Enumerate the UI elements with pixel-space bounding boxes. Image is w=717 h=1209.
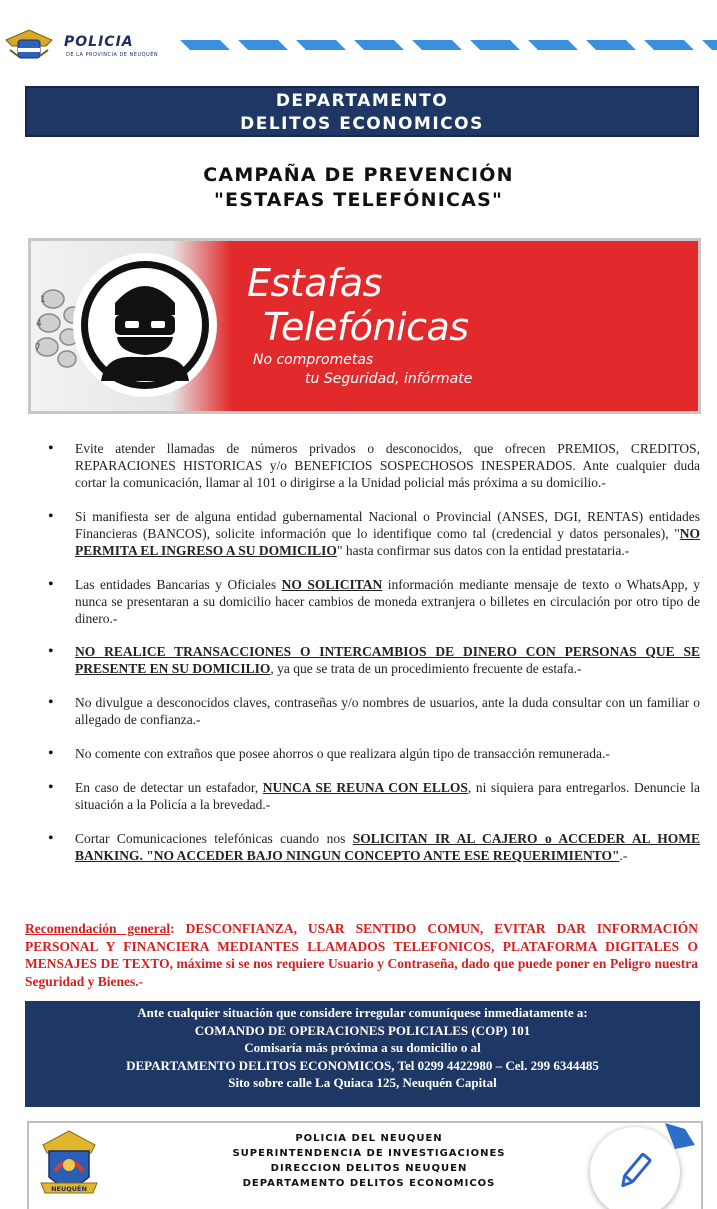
police-subtitle: DE LA PROVINCIA DE NEUQUÉN <box>66 52 159 58</box>
badge-label: NEUQUÉN <box>51 1185 87 1193</box>
bullet-emphasis: NO SOLICITAN <box>281 577 383 592</box>
masked-thief-icon <box>31 241 241 411</box>
campaign-line1: CAMPAÑA DE PREVENCIÓN <box>203 164 514 186</box>
pencil-edit-icon <box>618 1151 652 1191</box>
header-stripes <box>180 37 717 53</box>
bullet-text: No divulgue a desconocidos claves, contraseñas y/o nombres de usuarios, ante la duda consultar con un familiar o allegado de confianza.- <box>75 695 700 727</box>
banner-subtitle-line1: No comprometas <box>253 352 374 368</box>
neuquen-police-badge-icon <box>37 1125 101 1203</box>
police-wordmark: POLICIA <box>64 34 134 50</box>
police-badge-icon <box>4 26 54 62</box>
svg-text:7: 7 <box>35 343 41 353</box>
bullet-item <box>48 779 700 813</box>
recommendation-text: : DESCONFIANZA, USAR SENTIDO COMUN, EVITAR DAR INFORMACIÓN PERSONAL Y FINANCIERA MEDIANTES LLAMADOS TELEFONICOS, PLATAFORMA DIGITALES O MENSAJES DE TEXTO, máxime si se nos requiere Usuario y Contraseña, dado que puede poner en Peligro nuestra Seguridad y Bienes.- <box>25 921 698 989</box>
department-line1: DEPARTAMENTO <box>275 91 449 111</box>
general-recommendation <box>25 920 698 990</box>
edit-fab-button[interactable] <box>590 1127 680 1209</box>
prevention-bullets <box>48 440 700 864</box>
bullet-text: Cortar Comunicaciones telefónicas cuando nos <box>75 831 353 846</box>
contact-line: Ante cualquier situación que considere irregular comuníquese inmediatamente a: <box>137 1005 588 1020</box>
contact-line: COMANDO DE OPERACIONES POLICIALES (COP) 101 <box>194 1022 531 1038</box>
banner-title-line2: Telefónicas <box>263 305 469 349</box>
footer-line: DIRECCION DELITOS NEUQUEN <box>270 1163 468 1174</box>
footer-line: POLICIA DEL NEUQUEN <box>295 1133 443 1144</box>
contact-line: Sito sobre calle La Quiaca 125, Neuquén Capital <box>228 1075 497 1090</box>
svg-text:1: 1 <box>40 295 46 305</box>
bullet-item <box>48 440 700 491</box>
contact-line: DEPARTAMENTO DELITOS ECONOMICOS, Tel 0299 4422980 – Cel. 299 6344485 <box>126 1057 599 1073</box>
department-title-box <box>25 86 699 137</box>
bullet-item <box>48 576 700 627</box>
bullet-emphasis: SOLICITAN IR AL CAJERO o ACCEDER AL HOME BANKING. "NO ACCEDER BAJO NINGUN CONCEPTO ANTE ESE REQUERIMIENTO" <box>75 831 700 863</box>
bullet-text: En caso de detectar un estafador, <box>75 780 263 795</box>
bullet-text: .- <box>619 848 628 863</box>
bullet-text: No comente con extraños que posee ahorros o que realizara algún tipo de transacción remunerada.- <box>75 746 610 761</box>
bullet-item <box>48 508 700 559</box>
footer-line: SUPERINTENDENCIA DE INVESTIGACIONES <box>232 1148 506 1159</box>
department-line2: DELITOS ECONOMICOS <box>240 114 484 134</box>
banner-title-line1: Estafas <box>247 261 382 305</box>
bullet-text: Si manifiesta ser de alguna entidad gubernamental Nacional o Provincial (ANSES, DGI, RENTAS) entidades Financieras (BANCOS), solicite información que lo identifique como tal (credencial y datos personales), " <box>75 509 700 541</box>
campaign-title <box>0 163 717 213</box>
footer-text <box>119 1131 619 1191</box>
footer-line: DEPARTAMENTO DELITOS ECONOMICOS <box>242 1178 496 1189</box>
bullet-emphasis: NO PERMITA EL INGRESO A SU DOMICILIO <box>75 526 700 558</box>
recommendation-label: Recomendación general <box>25 921 171 936</box>
police-header <box>0 20 717 66</box>
contact-box <box>25 1001 700 1107</box>
bullet-item <box>48 745 700 762</box>
banner-subtitle-line2: tu Seguridad, infórmate <box>305 371 473 387</box>
bullet-text: Las entidades Bancarias y Oficiales <box>75 577 282 592</box>
bullet-item <box>48 694 700 728</box>
bullet-text: información mediante mensaje de texto o WhatsApp, y nunca se presentaran a su domicilio hacer cambios de moneda extranjera o billetes en circulación por otro tipo de dinero.- <box>75 577 700 626</box>
bullet-item <box>48 643 700 677</box>
scam-banner <box>28 238 701 414</box>
bullet-item <box>48 830 700 864</box>
svg-text:4: 4 <box>36 319 42 329</box>
bullet-text: , ni siquiera para entregarlos. Denuncie la situación a la Policía a la brevedad.- <box>75 780 701 812</box>
contact-line: Comisaría más próxima a su domicilio o al <box>244 1040 481 1055</box>
bullet-text: " hasta confirmar sus datos con la entidad prestataria.- <box>336 543 630 558</box>
bullet-emphasis: NO REALICE TRANSACCIONES O INTERCAMBIOS DE DINERO CON PERSONAS QUE SE PRESENTE EN SU DOMICILIO <box>75 644 700 676</box>
bullet-text: Evite atender llamadas de números privados o desconocidos, que ofrecen PREMIOS, CREDITOS, REPARACIONES HISTORICAS y/o BENEFICIOS SOSPECHOSOS INESPERADOS. Ante cualquier duda cortar la comunicación, llamar al 101 o dirigirse a la Unidad policial más próxima a su domicilio.- <box>75 441 700 490</box>
bullet-emphasis: NUNCA SE REUNA CON ELLOS <box>262 780 468 795</box>
campaign-line2: "ESTAFAS TELEFÓNICAS" <box>213 189 504 211</box>
bullet-text: , ya que se trata de un procedimiento frecuente de estafa.- <box>270 661 582 676</box>
